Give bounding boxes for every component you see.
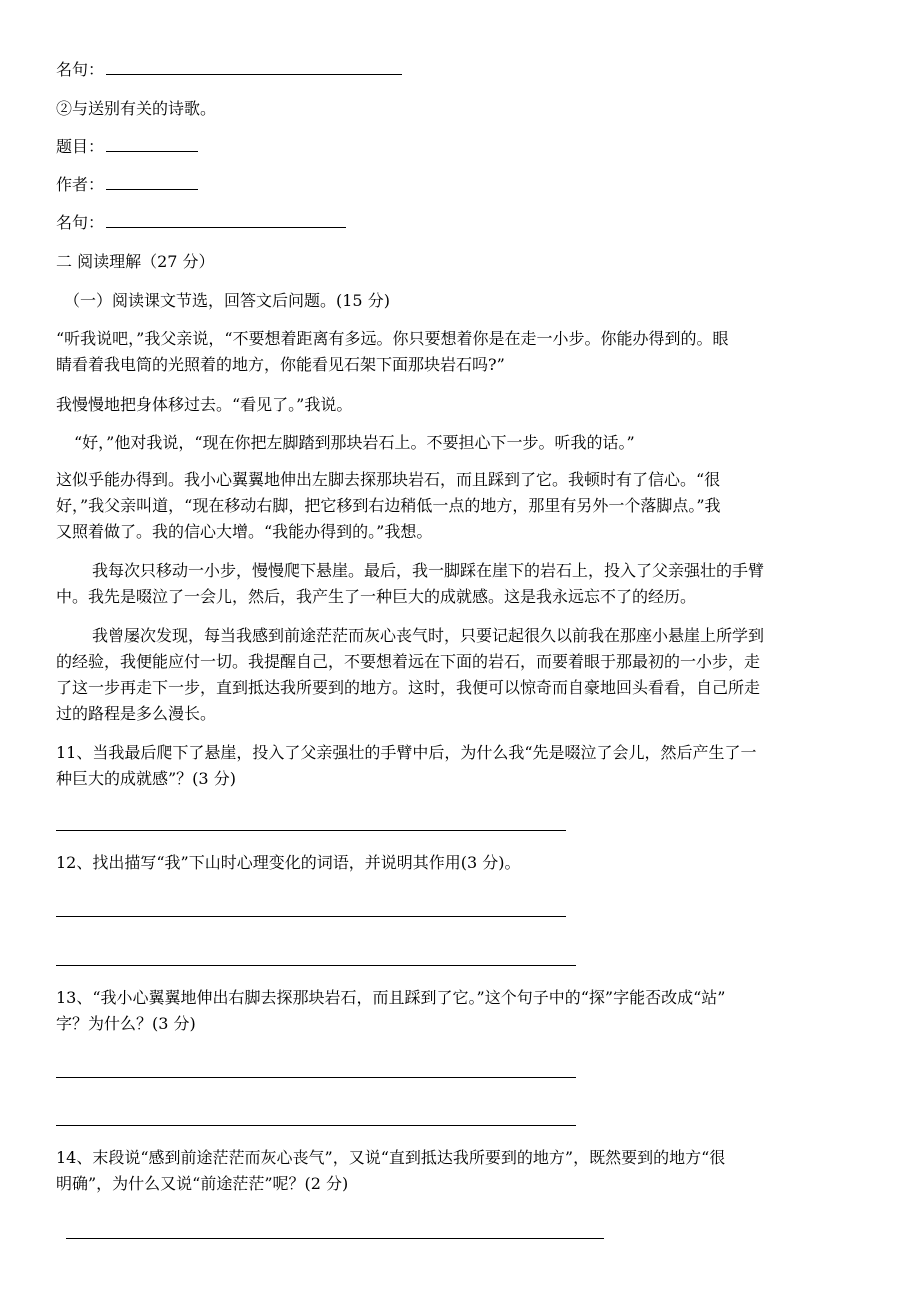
passage-line: 我慢慢地把身体移过去。“看见了。”我说。 (56, 395, 353, 414)
question-13-line-2: 字？为什么？(3 分) (56, 1014, 196, 1033)
title-label: 题目： (56, 137, 105, 156)
author-line (56, 175, 198, 195)
famous-line-1 (56, 60, 402, 80)
question-14-line-1: 14、末段说“感到前途茫茫而灰心丧气”，又说“直到抵达我所要到的地方”，既然要到的地方“很 (56, 1148, 726, 1167)
question-13-line-1: 13、“我小心翼翼地伸出右脚去探那块岩石，而且踩到了它。”这个句子中的“探”字能否改成“站” (56, 988, 726, 1007)
passage-line: 好，”我父亲叫道，“现在移动右脚，把它移到右边稍低一点的地方，那里有另外一个落脚点。”我 (56, 496, 721, 515)
passage-line: 这似乎能办得到。我小心翼翼地伸出左脚去探那块岩石，而且踩到了它。我顿时有了信心。“很 (56, 470, 721, 489)
famous-answer-blank-1[interactable] (106, 60, 402, 75)
famous-label-1: 名句： (56, 60, 105, 79)
answer-line-13a[interactable] (56, 1077, 576, 1078)
famous-line-2 (56, 213, 346, 233)
answer-line-12b[interactable] (56, 965, 576, 966)
author-answer-blank[interactable] (106, 175, 198, 190)
question-11-line-2: 种巨大的成就感”？(3 分) (56, 769, 236, 788)
passage-line: 我曾屡次发现，每当我感到前途茫茫而灰心丧气时，只要记起很久以前我在那座小悬崖上所学到 (92, 626, 765, 645)
answer-line-13b[interactable] (56, 1125, 576, 1126)
passage-line: “听我说吧，”我父亲说，“不要想着距离有多远。你只要想着你是在走一小步。你能办得到的。眼 (56, 329, 729, 348)
answer-line-14[interactable] (66, 1238, 604, 1239)
question-14-line-2: 明确”，为什么又说“前途茫茫”呢？(2 分) (56, 1174, 349, 1193)
answer-line-12a[interactable] (56, 916, 566, 917)
passage-line: 中。我先是啜泣了一会儿，然后，我产生了一种巨大的成就感。这是我永远忘不了的经历。 (56, 587, 697, 606)
section-heading: 二 阅读理解（27 分） (56, 252, 215, 271)
answer-line-11[interactable] (56, 830, 566, 831)
author-label: 作者： (56, 175, 105, 194)
famous-answer-blank-2[interactable] (106, 213, 346, 228)
question-11-line-1: 11、当我最后爬下了悬崖，投入了父亲强壮的手臂中后，为什么我“先是啜泣了会儿，然后产生了一 (56, 743, 757, 762)
title-line (56, 137, 198, 157)
passage-line: 睛看着我电筒的光照着的地方，你能看见石架下面那块岩石吗?” (56, 355, 505, 374)
question-12-line-1: 12、找出描写“我”下山时心理变化的词语，并说明其作用(3 分)。 (56, 853, 521, 872)
passage-line: 的经验，我便能应付一切。我提醒自己，不要想着远在下面的岩石，而要着眼于那最初的一小步，走 (56, 652, 761, 671)
famous-label-2: 名句： (56, 213, 105, 232)
passage-line: “好，”他对我说，“现在你把左脚踏到那块岩石上。不要担心下一步。听我的话。” (74, 433, 635, 452)
poem-header: ②与送别有关的诗歌。 (56, 99, 217, 118)
sub-heading: （一）阅读课文节选，回答文后问题。(15 分) (64, 291, 390, 310)
passage-line: 了这一步再走下一步，直到抵达我所要到的地方。这时，我便可以惊奇而自豪地回头看看，自己所走 (56, 678, 761, 697)
passage-line: 我每次只移动一小步，慢慢爬下悬崖。最后，我一脚踩在崖下的岩石上，投入了父亲强壮的手臂 (92, 561, 765, 580)
passage-line: 又照着做了。我的信心大增。“我能办得到的。”我想。 (56, 522, 433, 541)
passage-line: 过的路程是多么漫长。 (56, 704, 217, 723)
title-answer-blank[interactable] (106, 137, 198, 152)
